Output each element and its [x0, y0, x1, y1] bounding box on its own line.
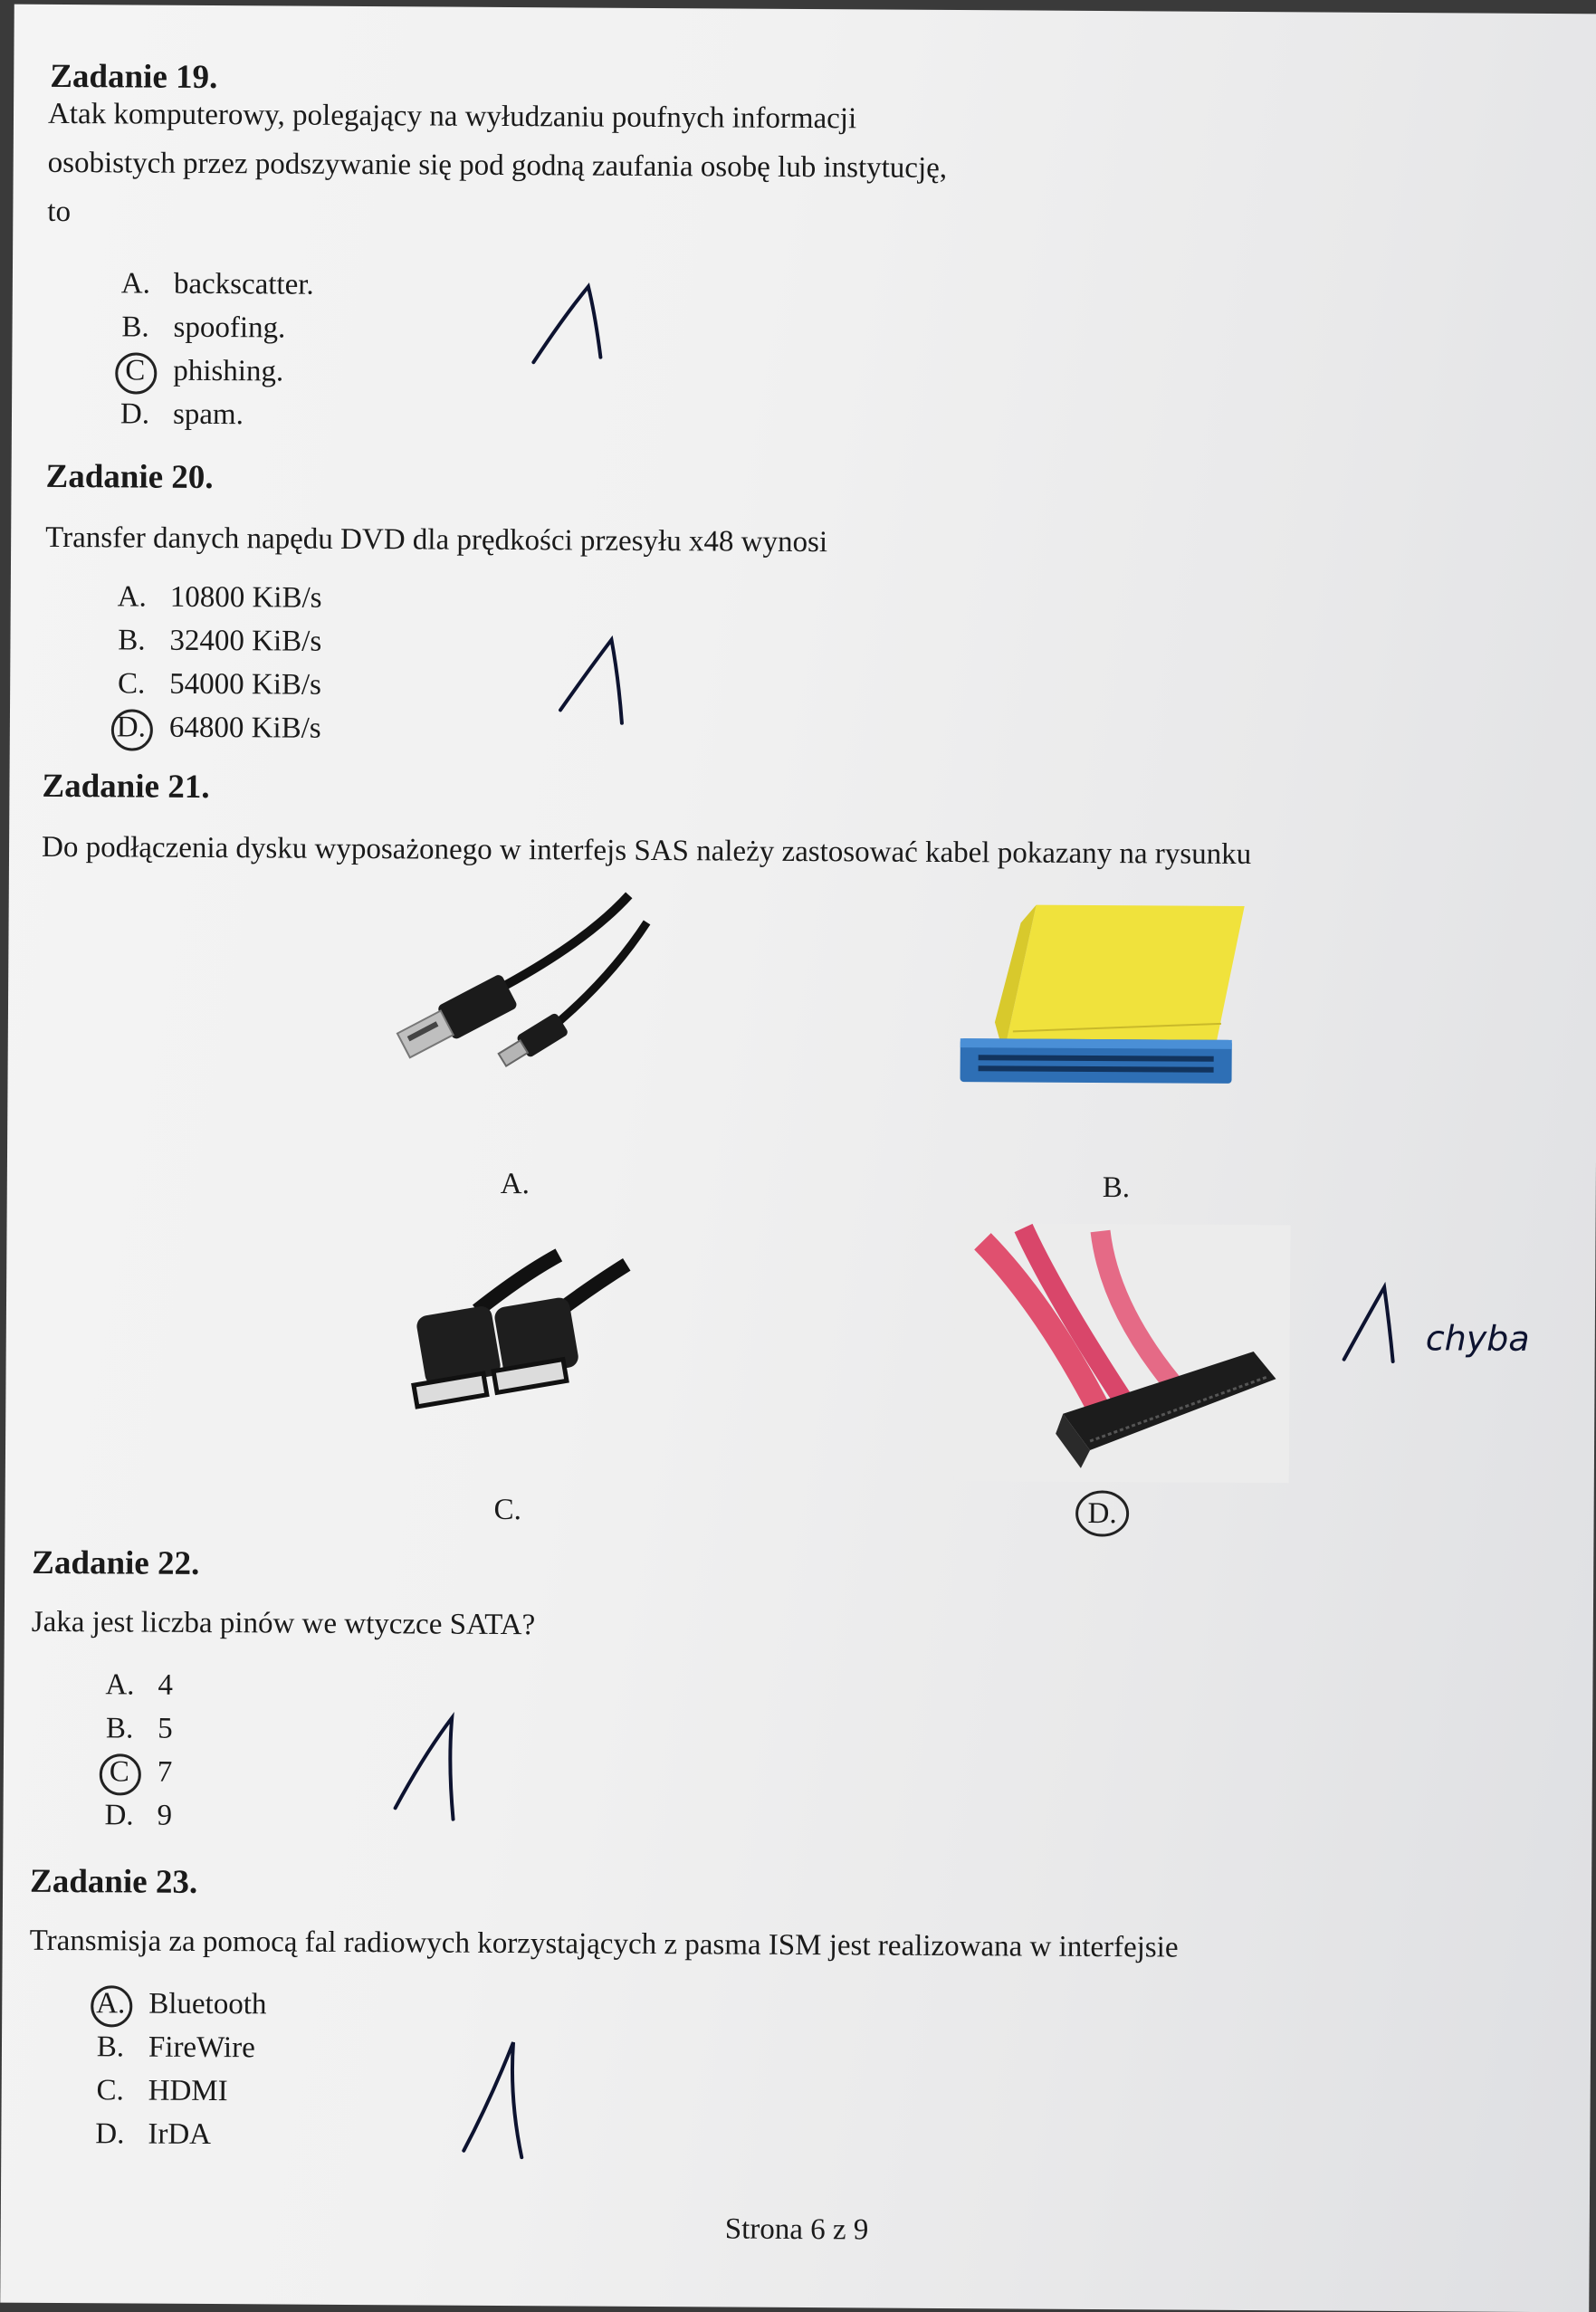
image-a-label: A. — [500, 1167, 530, 1201]
usb-cable-image[interactable] — [387, 884, 660, 1085]
q23-option-b[interactable]: B. FireWire — [96, 2030, 255, 2065]
q20-option-b[interactable]: B. 32400 KiB/s — [118, 624, 322, 658]
q22-option-a[interactable]: A. 4 — [105, 1668, 174, 1702]
question-19-text: Atak komputerowy, polegający na wyłudzaniu poufnych informacji osobistych przez podszywanie się pod godną zaufania osobę lub instytucję, to — [47, 97, 948, 229]
q22-option-b[interactable]: B. 5 — [105, 1712, 173, 1745]
question-19-heading: Zadanie 19. — [50, 57, 218, 97]
handwritten-point-mark — [528, 279, 610, 370]
q23-option-a[interactable]: A. Bluetooth — [78, 1982, 266, 2026]
handwritten-point-mark — [387, 1708, 470, 1827]
handwritten-point-mark — [553, 632, 636, 732]
question-23-heading: Zadanie 23. — [29, 1862, 198, 1901]
q19-option-c[interactable]: C phishing. — [102, 349, 283, 393]
answer-circle-mark — [1073, 1486, 1131, 1541]
q19-option-b[interactable]: B. spoofing. — [121, 310, 286, 345]
question-21-heading: Zadanie 21. — [42, 767, 210, 806]
question-22-text: Jaka jest liczba pinów we wtyczce SATA? — [31, 1605, 536, 1642]
exam-page — [0, 5, 1596, 2312]
question-20-text: Transfer danych napędu DVD dla prędkości przesyłu x48 wynosi — [45, 521, 828, 559]
image-b-label: B. — [1102, 1171, 1131, 1205]
q20-option-a[interactable]: A. 10800 KiB/s — [117, 580, 322, 615]
esata-cable-image[interactable] — [404, 1247, 649, 1416]
q23-option-c[interactable]: C. HDMI — [96, 2074, 228, 2108]
handwritten-note: chyba — [1425, 1318, 1530, 1359]
handwritten-point-mark — [1337, 1280, 1410, 1371]
q23-option-d[interactable]: D. IrDA — [95, 2117, 212, 2152]
q19-option-a[interactable]: A. backscatter. — [120, 267, 314, 301]
sas-cable-image[interactable] — [954, 1223, 1291, 1483]
question-22-heading: Zadanie 22. — [32, 1543, 200, 1582]
question-20-heading: Zadanie 20. — [45, 457, 214, 497]
page-footer: Strona 6 z 9 — [724, 2212, 869, 2247]
handwritten-point-mark — [458, 2035, 540, 2163]
q20-option-c[interactable]: C. 54000 KiB/s — [117, 667, 322, 702]
q19-option-d[interactable]: D. spam. — [119, 397, 244, 432]
image-d-label[interactable]: D. — [1087, 1497, 1116, 1531]
question-23-text: Transmisja za pomocą fal radiowych korzystających z pasma ISM jest realizowana w interfejsie — [29, 1924, 1179, 1964]
question-21-text: Do podłączenia dysku wyposażonego w interfejs SAS należy zastosować kabel pokazany na rysunku — [41, 830, 1252, 872]
q22-option-d[interactable]: D. 9 — [104, 1799, 173, 1832]
q22-option-c[interactable]: C 7 — [87, 1750, 173, 1794]
image-c-label: C. — [493, 1493, 521, 1527]
ide-ribbon-cable-image[interactable] — [949, 895, 1249, 1137]
q20-option-d[interactable]: D. 64800 KiB/s — [99, 705, 321, 750]
